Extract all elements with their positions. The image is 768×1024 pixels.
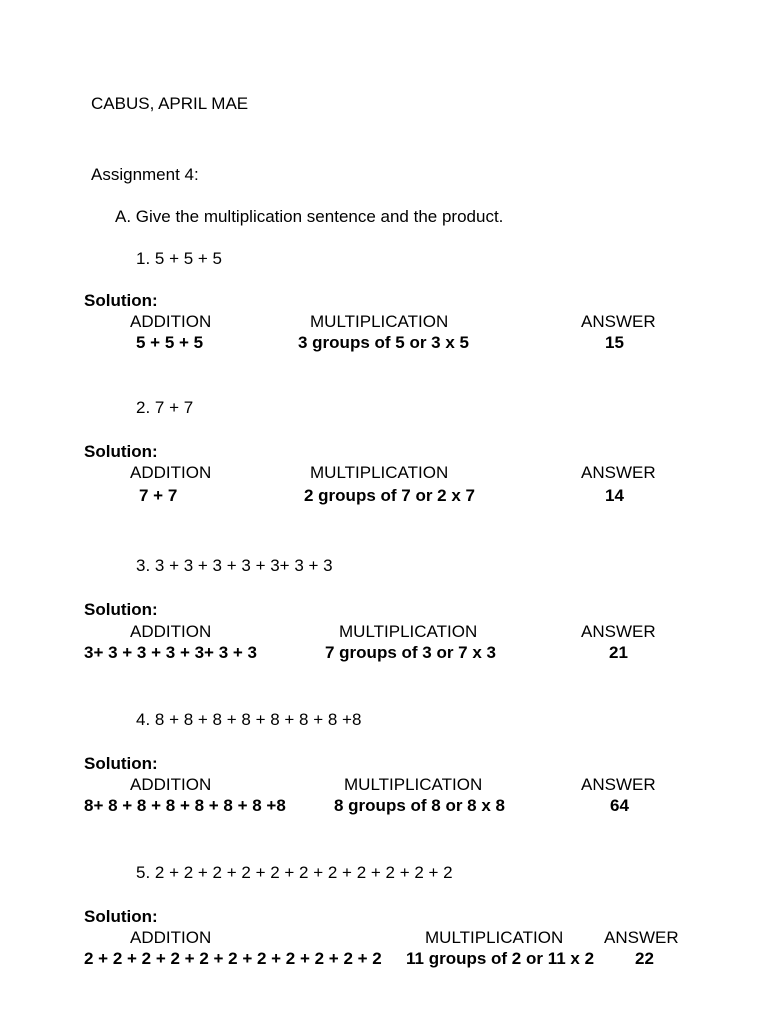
student-name: CABUS, APRIL MAE bbox=[91, 94, 249, 113]
col-header-multiplication: MULTIPLICATION bbox=[425, 928, 564, 947]
instruction: A. Give the multiplication sentence and the product. bbox=[115, 207, 504, 226]
solution-label: Solution: bbox=[84, 907, 158, 926]
solution-label: Solution: bbox=[84, 754, 158, 773]
col-header-answer: ANSWER bbox=[581, 775, 656, 794]
col-header-multiplication: MULTIPLICATION bbox=[344, 775, 483, 794]
problem-prompt: 1. 5 + 5 + 5 bbox=[136, 249, 223, 268]
answer-value: 22 bbox=[635, 949, 654, 968]
col-header-multiplication: MULTIPLICATION bbox=[310, 463, 449, 482]
multiplication-value: 3 groups of 5 or 3 x 5 bbox=[298, 333, 469, 352]
answer-value: 15 bbox=[605, 333, 624, 352]
col-header-addition: ADDITION bbox=[130, 622, 212, 641]
problem-prompt: 2. 7 + 7 bbox=[136, 398, 194, 417]
col-header-addition: ADDITION bbox=[130, 775, 212, 794]
col-header-answer: ANSWER bbox=[604, 928, 679, 947]
col-header-addition: ADDITION bbox=[130, 463, 212, 482]
addition-value: 7 + 7 bbox=[139, 486, 178, 505]
problem-prompt: 5. 2 + 2 + 2 + 2 + 2 + 2 + 2 + 2 + 2 + 2 + 2 bbox=[136, 863, 453, 882]
col-header-addition: ADDITION bbox=[130, 928, 212, 947]
col-header-addition: ADDITION bbox=[130, 312, 212, 331]
multiplication-value: 11 groups of 2 or 11 x 2 bbox=[406, 949, 595, 968]
answer-value: 14 bbox=[605, 486, 624, 505]
answer-value: 21 bbox=[609, 643, 628, 662]
addition-value: 8+ 8 + 8 + 8 + 8 + 8 + 8 +8 bbox=[84, 796, 286, 815]
solution-label: Solution: bbox=[84, 442, 158, 461]
assignment-title: Assignment 4: bbox=[91, 165, 199, 184]
col-header-multiplication: MULTIPLICATION bbox=[310, 312, 449, 331]
addition-value: 3+ 3 + 3 + 3 + 3+ 3 + 3 bbox=[84, 643, 257, 662]
col-header-answer: ANSWER bbox=[581, 312, 656, 331]
col-header-multiplication: MULTIPLICATION bbox=[339, 622, 478, 641]
answer-value: 64 bbox=[610, 796, 629, 815]
addition-value: 2 + 2 + 2 + 2 + 2 + 2 + 2 + 2 + 2 + 2 + 2 bbox=[84, 949, 382, 968]
multiplication-value: 2 groups of 7 or 2 x 7 bbox=[304, 486, 475, 505]
solution-label: Solution: bbox=[84, 600, 158, 619]
multiplication-value: 8 groups of 8 or 8 x 8 bbox=[334, 796, 505, 815]
addition-value: 5 + 5 + 5 bbox=[136, 333, 204, 352]
problem-prompt: 4. 8 + 8 + 8 + 8 + 8 + 8 + 8 +8 bbox=[136, 710, 362, 729]
solution-label: Solution: bbox=[84, 291, 158, 310]
col-header-answer: ANSWER bbox=[581, 622, 656, 641]
problem-prompt: 3. 3 + 3 + 3 + 3 + 3+ 3 + 3 bbox=[136, 556, 333, 575]
multiplication-value: 7 groups of 3 or 7 x 3 bbox=[325, 643, 496, 662]
col-header-answer: ANSWER bbox=[581, 463, 656, 482]
